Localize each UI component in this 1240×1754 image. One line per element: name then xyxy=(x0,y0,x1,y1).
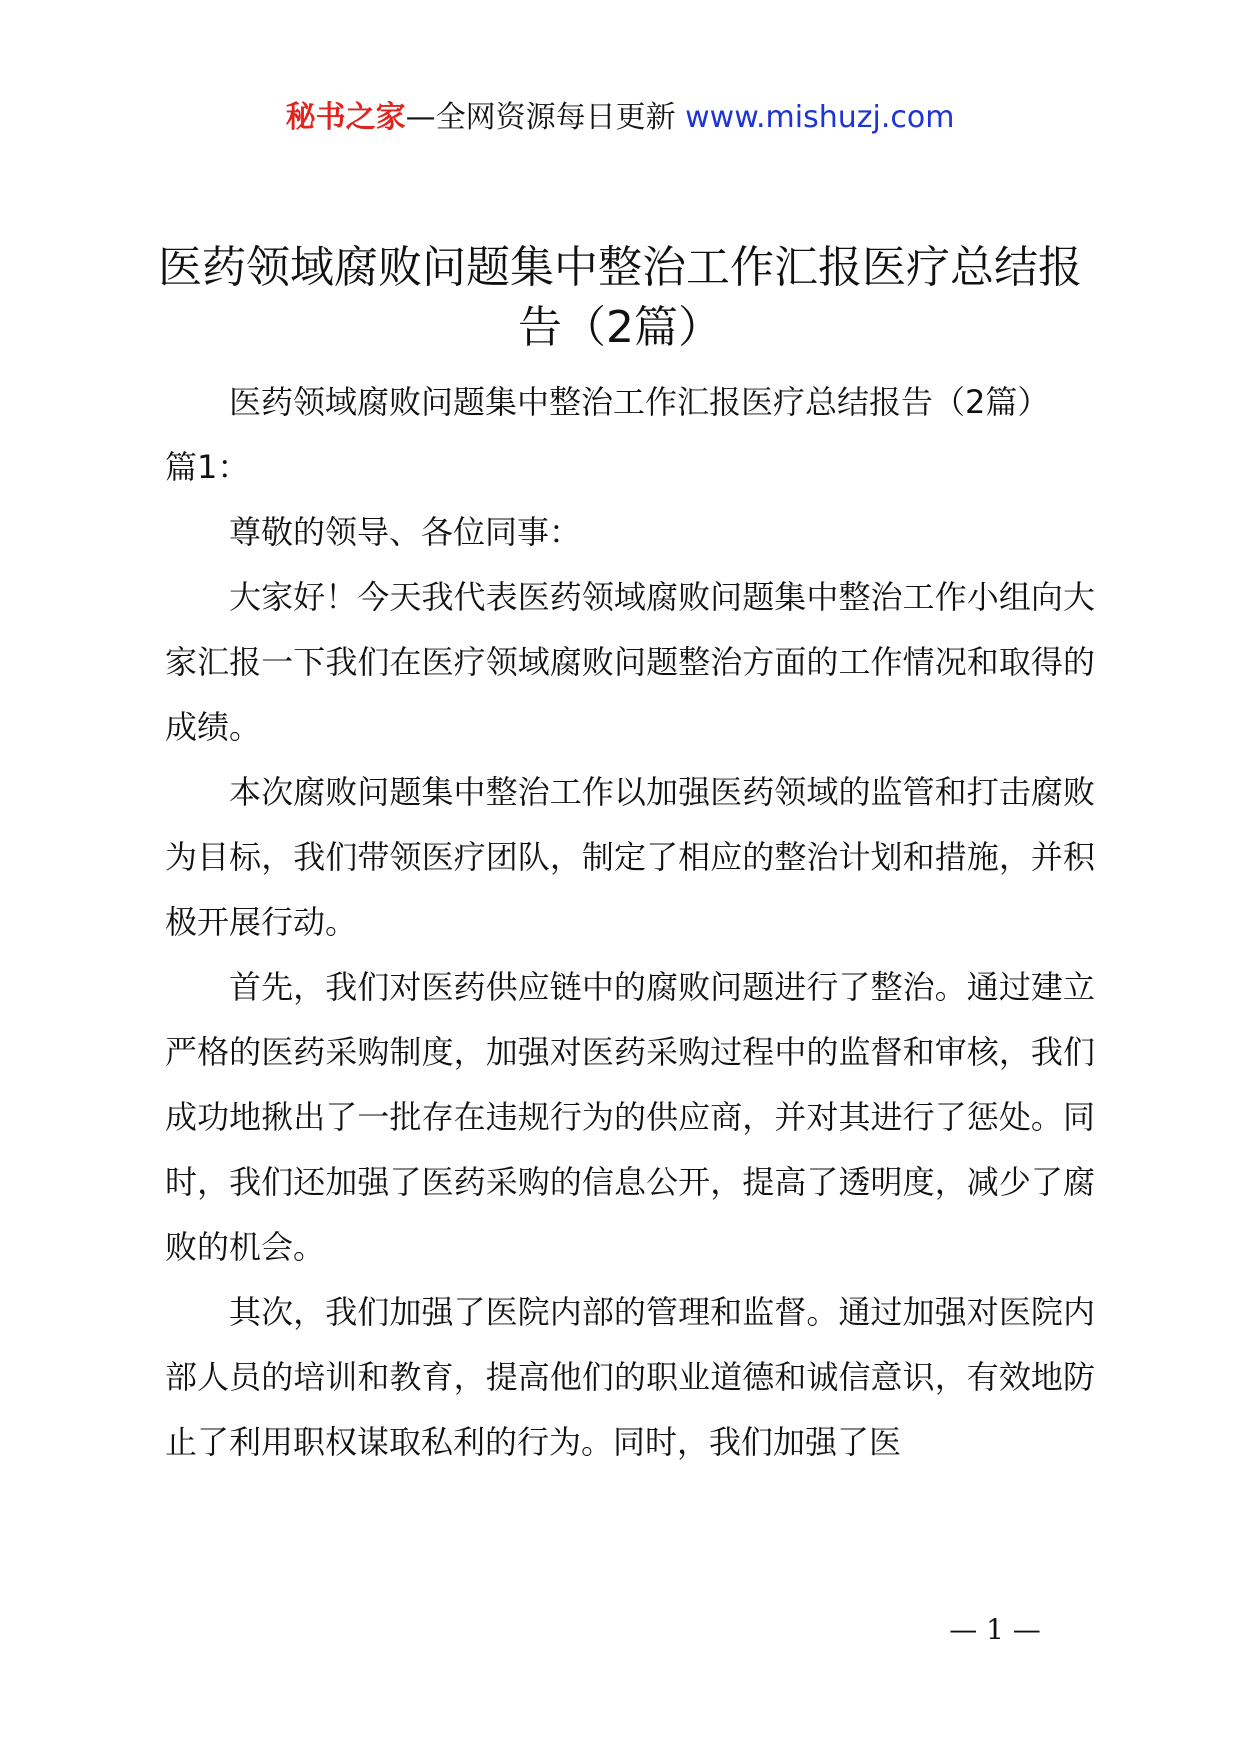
paragraph: 本次腐败问题集中整治工作以加强医药领域的监管和打击腐败为目标，我们带领医疗团队，制定了相应的整治计划和措施，并积极开展行动。 xyxy=(165,773,1095,941)
brand-name: 秘书之家 xyxy=(285,100,406,135)
site-url-link[interactable]: www.mishuzj.com xyxy=(685,100,955,135)
paragraph: 大家好！今天我代表医药领域腐败问题集中整治工作小组向大家汇报一下我们在医疗领域腐败问题整治方面的工作情况和取得的成绩。 xyxy=(165,578,1095,746)
paragraph-section-label: 篇1： xyxy=(165,448,250,486)
header-banner xyxy=(0,98,1240,138)
document-title: 医药领域腐败问题集中整治工作汇报医疗总结报告（2篇） xyxy=(158,242,1082,353)
header-tagline: —全网资源每日更新 xyxy=(405,100,676,135)
page-number: — 1 — xyxy=(949,1613,1041,1646)
paragraph-subtitle: 医药领域腐败问题集中整治工作汇报医疗总结报告（2篇） xyxy=(229,383,1050,421)
document-body xyxy=(165,370,1095,1475)
paragraph: 首先，我们对医药供应链中的腐败问题进行了整治。通过建立严格的医药采购制度，加强对医药采购过程中的监督和审核，我们成功地揪出了一批存在违规行为的供应商，并对其进行了惩处。同时，我们还加强了医药采购的信息公开，提高了透明度，减少了腐败的机会。 xyxy=(165,968,1095,1266)
paragraph: 其次，我们加强了医院内部的管理和监督。通过加强对医院内部人员的培训和教育，提高他们的职业道德和诚信意识，有效地防止了利用职权谋取私利的行为。同时，我们加强了医 xyxy=(165,1293,1095,1461)
paragraph-salutation: 尊敬的领导、各位同事： xyxy=(229,513,582,551)
